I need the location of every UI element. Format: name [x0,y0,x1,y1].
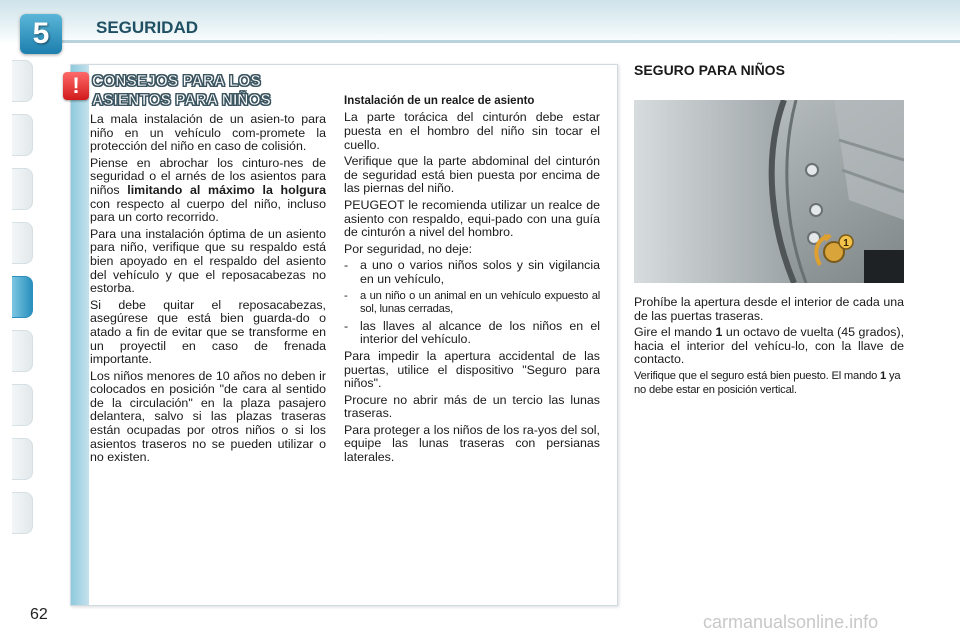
list-item: - a un niño o un animal en un vehículo expuesto al sol, lunas cerradas, [344,289,600,316]
page-number: 62 [30,606,48,623]
panel-accent-strip [71,65,89,605]
paragraph: Gire el mando 1 un octavo de vuelta (45 grados), hacia el interior del vehícu-lo, con la llave de contacto. [634,325,905,367]
child-lock-text [634,296,904,400]
paragraph: Por seguridad, no deje: [344,241,473,256]
list-item: - las llaves al alcance de los niños en el interior del vehículo. [344,318,600,347]
panel-title [92,72,322,110]
advice-column-2 [344,95,600,468]
paragraph: Piense en abrochar los cinturo-nes de seguridad o el arnés de los asientos para niños limitando al máximo la holgura con respecto al cuerpo del niño, incluso para un corto recorrido. [90,155,326,225]
panel-title-line2: ASIENTOS PARA NIÑOS [92,92,271,109]
chapter-title: SEGURIDAD [96,18,199,37]
panel-title-line1: CONSEJOS PARA LOS [92,73,261,90]
chapter-tab[interactable] [12,222,33,264]
chapter-tabs [12,60,34,546]
chapter-tab[interactable] [12,168,33,210]
section-subtitle: Instalación de un realce de asiento [344,95,535,107]
paragraph: Prohíbe la apertura desde el interior de cada una de las puertas traseras. [634,295,904,323]
chapter-tab-active[interactable] [12,276,33,318]
chapter-tab[interactable] [12,384,33,426]
door-edge-illustration [634,100,904,283]
paragraph: La parte torácica del cinturón debe estar puesta en el hombro del niño sin tocar el cuello. [344,110,600,152]
list-item: - a uno o varios niños solos y sin vigilancia en un vehículo, [344,258,600,286]
paragraph: Si debe quitar el reposacabezas, asegúrese que está bien guarda-do o atado a fin de evitar que se transforme en un proyectil en caso de frenada importante. [90,297,326,367]
watermark: carmanualsonline.info [703,612,879,632]
child-lock-photo [634,100,904,283]
paragraph: Para proteger a los niños de los ra-yos del sol, equipe las lunas traseras con persianas laterales. [344,422,600,465]
paragraph: Verifique que la parte abdominal del cinturón de seguridad está bien puesta por encima de las piernas del niño. [344,154,600,196]
chapter-tab[interactable] [12,114,33,156]
chapter-tab[interactable] [12,330,33,372]
paragraph: Para una instalación óptima de un asiento para niño, verifique que su respaldo está bien apoyado en el respaldo del asiento del vehículo y que el reposacabezas no estorba. [90,226,326,296]
paragraph: PEUGEOT le recomienda utilizar un realce de asiento con respaldo, equi-pado con una guía de cinturón a nivel del hombro. [344,197,600,240]
paragraph: Para impedir la apertura accidental de las puertas, utilice el dispositivo "Seguro para niños". [344,348,600,391]
chapter-tab[interactable] [12,438,33,480]
child-lock-title: SEGURO PARA NIÑOS [634,62,785,78]
chapter-tab[interactable] [12,492,33,534]
paragraph: Los niños menores de 10 años no deben ir colocados en posición "de cara al sentido de la circulación" en la plaza pasajero delantera, salvo si las plazas traseras están ocupadas por otros niños o si los asientos traseros no se pueden utilizar o no existen. [90,368,326,465]
advice-column-1 [90,113,326,468]
header-rule [60,40,960,43]
chapter-tab[interactable] [12,60,33,102]
photo-label-1: 1 [843,238,849,249]
paragraph: Verifique que el seguro está bien puesto. El mando 1 ya no debe estar en posición vertical. [634,369,901,396]
chapter-number-badge: 5 [20,14,62,54]
paragraph: La mala instalación de un asien-to para niño en un vehículo com-promete la protección del niño en caso de colisión. [90,112,326,154]
paragraph: Procure no abrir más de un tercio las lunas traseras. [344,392,600,421]
warning-icon: ! [63,72,89,100]
